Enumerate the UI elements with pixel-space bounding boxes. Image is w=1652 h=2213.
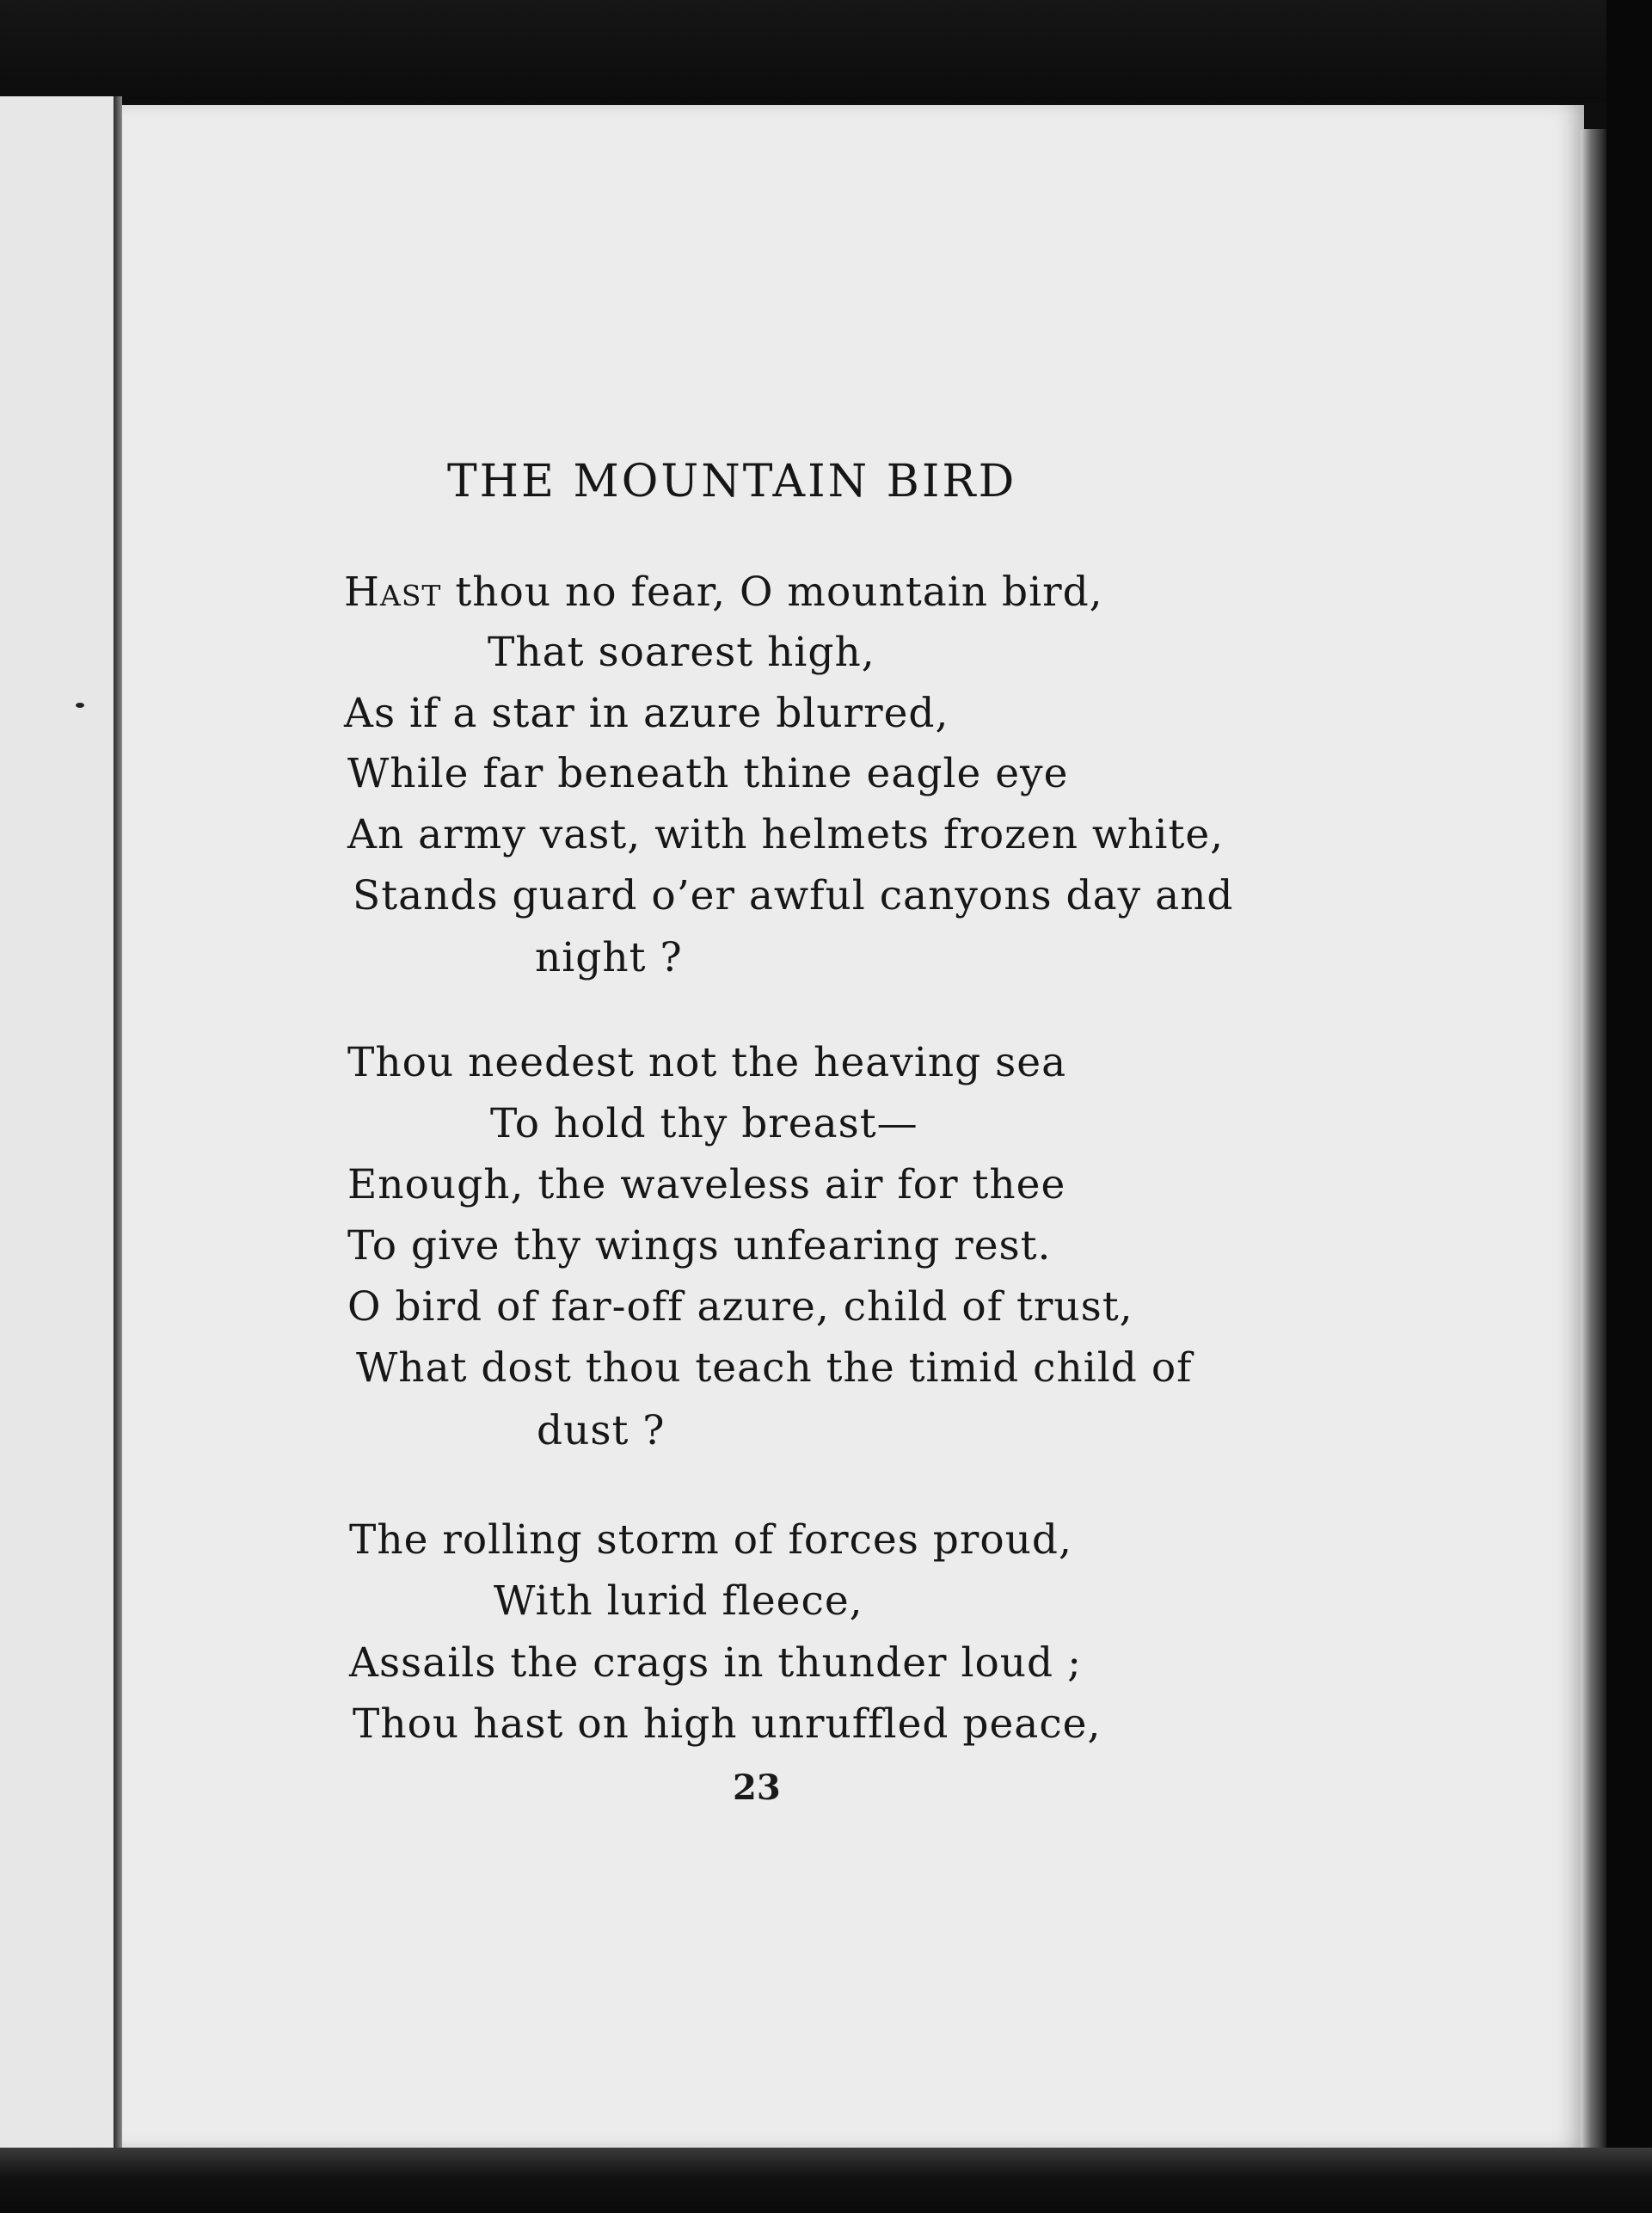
poem-line: Stands guard o’er awful canyons day and <box>353 872 1234 919</box>
poem-line: What dost thou teach the timid child of <box>356 1344 1193 1392</box>
speck <box>76 703 84 708</box>
poem-line-lead: Hast <box>344 569 442 616</box>
page-edge-shadow <box>1581 129 1606 2176</box>
facing-page-edge <box>0 96 117 2161</box>
poem-line: The rolling storm of forces proud, <box>349 1516 1072 1564</box>
page-number: 23 <box>733 1767 781 1808</box>
poem-title: THE MOUNTAIN BIRD <box>447 456 1017 507</box>
right-scan-margin <box>1606 0 1652 2213</box>
poem-line: Thou needest not the heaving sea <box>347 1039 1067 1086</box>
poem-line: night ? <box>535 934 683 981</box>
poem-line: With lurid fleece, <box>494 1577 863 1625</box>
poem-line <box>344 569 1103 616</box>
poem-line: An army vast, with helmets frozen white, <box>347 811 1225 858</box>
poem-line: O bird of far-off azure, child of trust, <box>347 1283 1133 1331</box>
poem-line: That soarest high, <box>488 629 875 676</box>
poem-line: dust ? <box>537 1407 666 1454</box>
poem-line: While far beneath thine eagle eye <box>347 750 1069 797</box>
poem-line: Enough, the waveless air for thee <box>347 1161 1066 1208</box>
scan-top-margin <box>0 0 1652 103</box>
bottom-scan-margin <box>0 2148 1652 2213</box>
poem-line: To give thy wings unfearing rest. <box>347 1222 1052 1269</box>
poem-line: As if a star in azure blurred, <box>344 690 949 737</box>
gutter <box>114 96 122 2161</box>
poem-line-text: thou no fear, O mountain bird, <box>441 569 1103 616</box>
poem-line: To hold thy breast— <box>490 1100 918 1147</box>
poem-line: Assails the crags in thunder loud ; <box>349 1639 1082 1687</box>
poem-line: Thou hast on high unruffled peace, <box>353 1700 1102 1748</box>
